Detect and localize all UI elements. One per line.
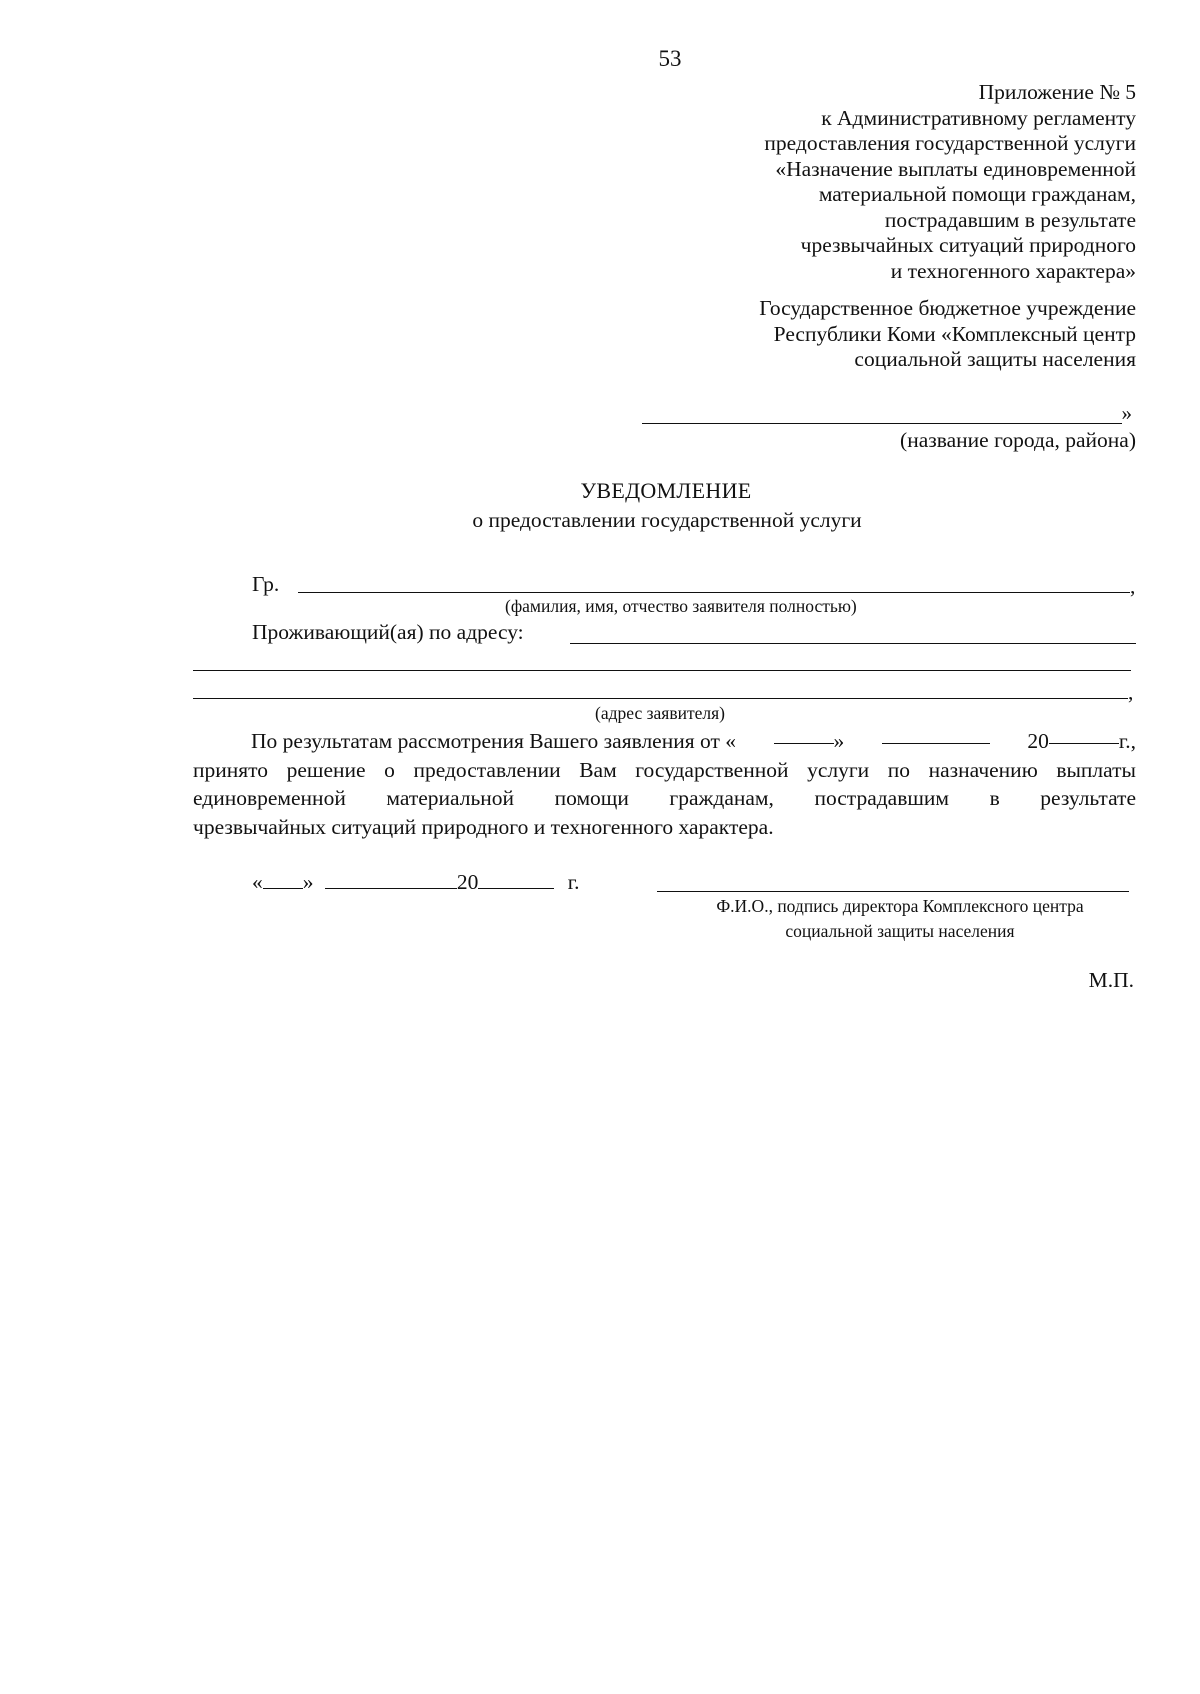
address-field-line-3[interactable] [193,698,1128,699]
address-field-line-2[interactable] [193,670,1131,671]
applicant-caption: (фамилия, имя, отчество заявителя полностью) [505,596,857,616]
appendix-line: предоставления государственной услуги [764,131,1136,155]
signature-quote-close: » [302,870,314,894]
city-field[interactable] [642,402,1132,424]
institution-line: Государственное бюджетное учреждение [759,296,1136,320]
institution-line: Республики Коми «Комплексный центр [773,321,1136,346]
decision-line-3: единовременной материальной помощи гражданам, пострадавшим в результате [193,786,1136,810]
decision-date-group [774,727,845,756]
signature-quote-open: « [252,870,263,894]
signature-year-prefix: 20 [456,870,479,894]
applicant-prefix: Гр. [252,572,280,596]
appendix-line: к Административному регламенту [821,105,1136,130]
signature-year-field[interactable] [478,872,554,889]
institution-block [759,296,1136,373]
decision-month-field[interactable] [882,727,990,744]
address-field-line-1[interactable] [570,643,1136,644]
page-number: 53 [658,46,682,71]
address-caption: (адрес заявителя) [595,703,725,723]
address-comma: , [1128,680,1134,704]
stamp-label: М.П. [1088,968,1134,992]
decision-year-suffix: г., [1118,729,1136,753]
appendix-line: чрезвычайных ситуаций природного [800,233,1136,257]
decision-year-prefix: 20 [1027,729,1049,753]
city-caption: (название города, района) [900,428,1136,452]
appendix-line: и техногенного характера» [890,258,1136,283]
appendix-line: материальной помощи гражданам, [818,182,1136,206]
applicant-comma: , [1130,574,1136,598]
signature-caption-line: Ф.И.О., подпись директора Комплексного центра [716,896,1084,916]
appendix-line: пострадавшим в результате [884,207,1136,232]
signature-day-field[interactable] [263,872,303,889]
decision-year-field[interactable] [1049,727,1119,744]
signature-year-suffix: г. [567,870,580,894]
decision-line-1-text: По результатам рассмотрения Вашего заявления от « [251,729,736,753]
document-subtitle: о предоставлении государственной услуги [472,508,862,532]
appendix-line: Приложение № 5 [978,80,1136,104]
decision-line-2: принято решение о предоставлении Вам государственной услуги по назначению выплаты [193,757,1136,782]
decision-year-group [1027,727,1136,756]
document-title: УВЕДОМЛЕНИЕ [580,478,752,503]
city-close-quote: » [1121,401,1132,425]
institution-line: социальной защиты населения [854,347,1136,371]
decision-line-1 [193,727,1136,756]
director-signature-field[interactable] [657,891,1129,892]
address-label: Проживающий(ая) по адресу: [252,620,524,644]
decision-quote-close: » [833,729,845,753]
decision-day-field[interactable] [774,727,834,744]
decision-paragraph [193,727,1136,841]
signature-month-field[interactable] [325,872,457,889]
appendix-header [764,80,1136,284]
signature-caption [650,894,1150,944]
appendix-line: «Назначение выплаты единовременной [775,156,1136,181]
signature-date [252,870,580,895]
applicant-name-field[interactable] [298,592,1130,593]
decision-line-4: чрезвычайных ситуаций природного и техногенного характера. [193,814,774,839]
signature-caption-line: социальной защиты населения [785,921,1015,941]
city-blank-line [642,423,1122,424]
